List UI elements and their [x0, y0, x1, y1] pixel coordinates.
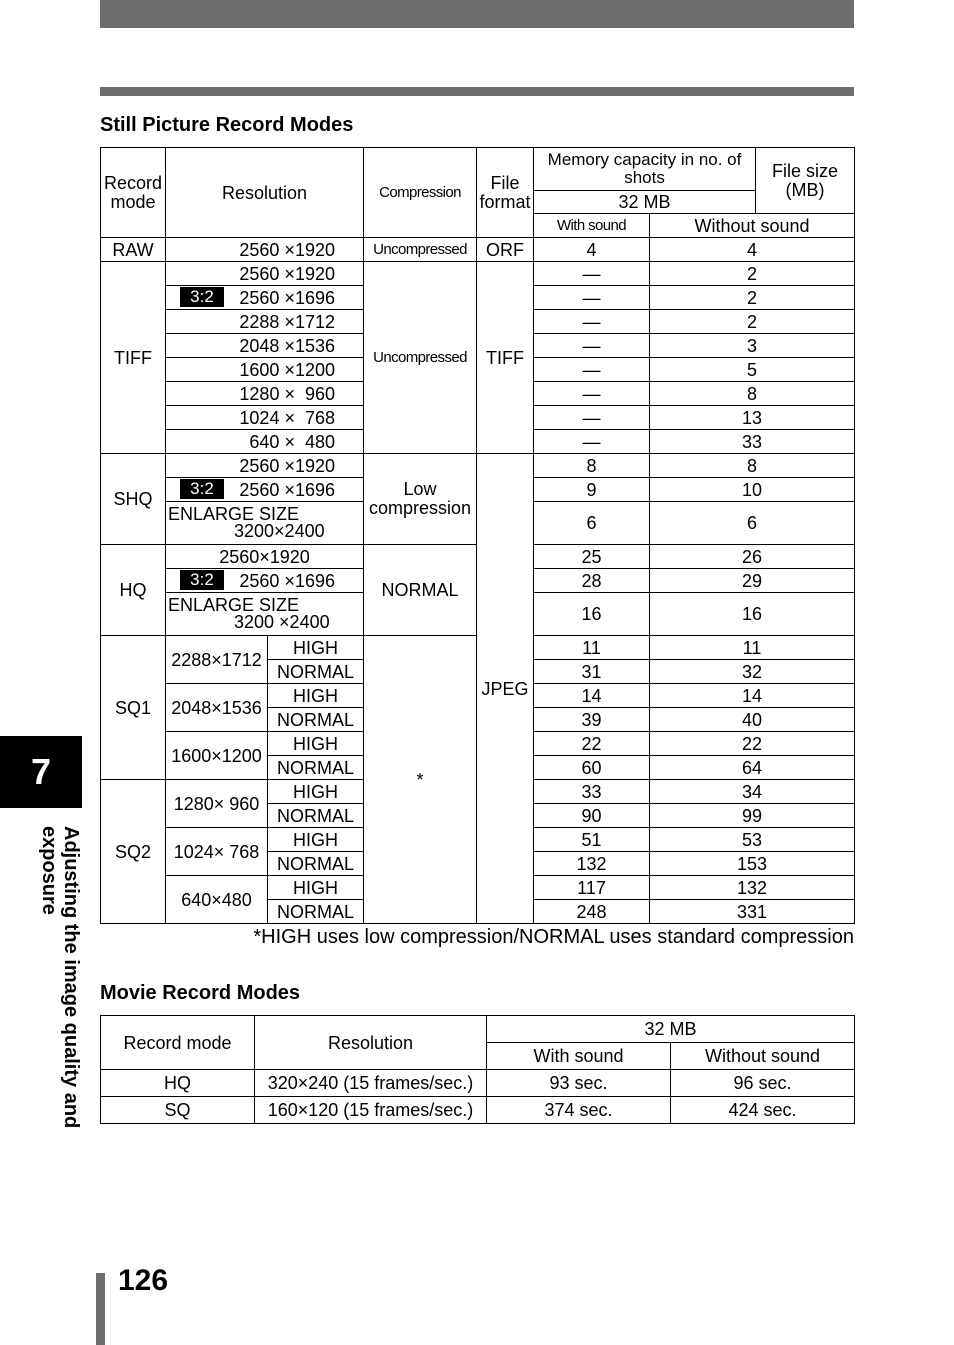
with-sound-cell: —: [534, 430, 650, 454]
aspect-ratio-badge: 3:2: [180, 570, 224, 590]
compression-footnote: *HIGH uses low compression/NORMAL uses standard compression: [253, 926, 854, 948]
enlarge-size-label: ENLARGE SIZE: [168, 504, 300, 524]
without-sound-cell: 22: [650, 732, 855, 756]
without-sound-cell: 132: [650, 876, 855, 900]
with-sound-cell: —: [534, 382, 650, 406]
file-format-cell: TIFF: [477, 262, 534, 454]
resolution-cell: 2560 ×1920: [166, 238, 364, 262]
header-file-format: File format: [477, 148, 534, 238]
header-resolution: Resolution: [255, 1016, 487, 1070]
with-sound-cell: 60: [534, 756, 650, 780]
quality-cell: NORMAL: [268, 660, 364, 684]
with-sound-cell: 4: [534, 238, 650, 262]
top-header-bar: [100, 0, 854, 28]
with-sound-cell: —: [534, 358, 650, 382]
header-compression: Compression: [364, 148, 477, 238]
quality-cell: NORMAL: [268, 900, 364, 924]
chapter-title-vertical: Adjusting the image quality and exposure: [38, 826, 82, 1129]
record-mode-cell: SQ: [101, 1097, 255, 1124]
quality-cell: HIGH: [268, 780, 364, 804]
without-sound-cell: 2: [650, 286, 855, 310]
resolution-cell: 2560 ×1920: [166, 454, 364, 478]
page-number-bar: [96, 1273, 105, 1345]
without-sound-cell: 5: [650, 358, 855, 382]
with-sound-cell: —: [534, 262, 650, 286]
without-sound-cell: 40: [650, 708, 855, 732]
with-sound-cell: 51: [534, 828, 650, 852]
with-sound-cell: 25: [534, 545, 650, 569]
chapter-number-tab: 7: [0, 736, 82, 808]
resolution-cell: 2288 ×1712: [166, 310, 364, 334]
file-format-cell: ORF: [477, 238, 534, 262]
header-record-mode: Record mode: [101, 1016, 255, 1070]
with-sound-cell: 16: [534, 593, 650, 636]
resolution-cell: [166, 286, 364, 310]
without-sound-cell: 32: [650, 660, 855, 684]
resolution-cell: 1024× 768: [166, 828, 268, 876]
without-sound-cell: 33: [650, 430, 855, 454]
resolution-cell: [166, 569, 364, 593]
with-sound-cell: 22: [534, 732, 650, 756]
resolution-cell: 2288×1712: [166, 636, 268, 684]
with-sound-cell: —: [534, 310, 650, 334]
without-sound-cell: 26: [650, 545, 855, 569]
resolution-cell: 640 × 480: [166, 430, 364, 454]
without-sound-cell: 153: [650, 852, 855, 876]
without-sound-cell: 13: [650, 406, 855, 430]
resolution-cell: 160×120 (15 frames/sec.): [255, 1097, 487, 1124]
without-sound-cell: 2: [650, 310, 855, 334]
aspect-ratio-badge: 3:2: [180, 479, 224, 499]
page-number: 126: [118, 1264, 169, 1297]
resolution-cell: 1024 × 768: [166, 406, 364, 430]
with-sound-cell: 117: [534, 876, 650, 900]
with-sound-cell: 28: [534, 569, 650, 593]
without-sound-cell: 29: [650, 569, 855, 593]
quality-cell: HIGH: [268, 684, 364, 708]
record-mode-cell: HQ: [101, 545, 166, 636]
table-row: [101, 454, 855, 478]
without-sound-cell: 10: [650, 478, 855, 502]
resolution-value: 2560 ×1696: [239, 570, 335, 591]
resolution-cell: 640×480: [166, 876, 268, 924]
quality-cell: HIGH: [268, 828, 364, 852]
resolution-cell: 2560×1920: [166, 545, 364, 569]
header-with-sound: With sound: [534, 214, 650, 238]
record-mode-cell: SQ1: [101, 636, 166, 780]
quality-cell: NORMAL: [268, 804, 364, 828]
still-record-modes-table: [100, 147, 855, 924]
file-format-cell: JPEG: [477, 454, 534, 924]
resolution-cell: 2560 ×1920: [166, 262, 364, 286]
without-sound-cell: 8: [650, 454, 855, 478]
header-without-sound: Without sound: [650, 214, 855, 238]
resolution-value: 2560 ×1696: [239, 287, 335, 308]
header-file-size: File size (MB): [756, 148, 855, 214]
with-sound-cell: 39: [534, 708, 650, 732]
resolution-cell: 1600 ×1200: [166, 358, 364, 382]
with-sound-cell: 31: [534, 660, 650, 684]
without-sound-cell: 14: [650, 684, 855, 708]
resolution-cell: 1280 × 960: [166, 382, 364, 406]
compression-cell: Uncompressed: [364, 262, 477, 454]
with-sound-cell: 14: [534, 684, 650, 708]
header-record-mode: Record mode: [101, 148, 166, 238]
movie-section-title: Movie Record Modes: [100, 982, 301, 1004]
resolution-cell: [166, 478, 364, 502]
record-mode-cell: RAW: [101, 238, 166, 262]
quality-cell: NORMAL: [268, 852, 364, 876]
with-sound-cell: 374 sec.: [487, 1097, 671, 1124]
resolution-cell: 2048 ×1536: [166, 334, 364, 358]
without-sound-cell: 3: [650, 334, 855, 358]
without-sound-cell: 16: [650, 593, 855, 636]
without-sound-cell: 64: [650, 756, 855, 780]
compression-cell: Low compression: [364, 454, 477, 545]
with-sound-cell: 93 sec.: [487, 1070, 671, 1097]
aspect-ratio-badge: 3:2: [180, 287, 224, 307]
table-row: [101, 238, 855, 262]
resolution-cell: [166, 593, 364, 636]
with-sound-cell: —: [534, 406, 650, 430]
without-sound-cell: 96 sec.: [671, 1070, 855, 1097]
without-sound-cell: 424 sec.: [671, 1097, 855, 1124]
resolution-value: 3200×2400: [234, 521, 325, 541]
without-sound-cell: 8: [650, 382, 855, 406]
table-row: [101, 1097, 855, 1124]
with-sound-cell: 33: [534, 780, 650, 804]
record-mode-cell: SHQ: [101, 454, 166, 545]
resolution-cell: 320×240 (15 frames/sec.): [255, 1070, 487, 1097]
with-sound-cell: 132: [534, 852, 650, 876]
record-mode-cell: HQ: [101, 1070, 255, 1097]
table-row: [101, 1070, 855, 1097]
record-mode-cell: SQ2: [101, 780, 166, 924]
without-sound-cell: 4: [650, 238, 855, 262]
with-sound-cell: 11: [534, 636, 650, 660]
with-sound-cell: —: [534, 286, 650, 310]
with-sound-cell: 8: [534, 454, 650, 478]
still-section-title: Still Picture Record Modes: [100, 114, 354, 136]
without-sound-cell: 99: [650, 804, 855, 828]
with-sound-cell: —: [534, 334, 650, 358]
without-sound-cell: 6: [650, 502, 855, 545]
resolution-cell: [166, 502, 364, 545]
movie-record-modes-table: [100, 1015, 855, 1124]
with-sound-cell: 6: [534, 502, 650, 545]
with-sound-cell: 90: [534, 804, 650, 828]
quality-cell: NORMAL: [268, 708, 364, 732]
header-resolution: Resolution: [166, 148, 364, 238]
with-sound-cell: 9: [534, 478, 650, 502]
enlarge-size-label: ENLARGE SIZE: [168, 595, 300, 615]
header-32mb: 32 MB: [487, 1016, 855, 1043]
without-sound-cell: 11: [650, 636, 855, 660]
quality-cell: NORMAL: [268, 756, 364, 780]
header-memory-capacity: Memory capacity in no. of shots: [534, 148, 756, 191]
resolution-value: 2560 ×1696: [239, 479, 335, 500]
compression-cell: Uncompressed: [364, 238, 477, 262]
resolution-cell: 2048×1536: [166, 684, 268, 732]
resolution-cell: 1280× 960: [166, 780, 268, 828]
header-with-sound: With sound: [487, 1043, 671, 1070]
resolution-value: 3200 ×2400: [234, 612, 330, 632]
record-mode-cell: TIFF: [101, 262, 166, 454]
compression-cell: NORMAL: [364, 545, 477, 636]
quality-cell: HIGH: [268, 636, 364, 660]
without-sound-cell: 34: [650, 780, 855, 804]
header-32mb: 32 MB: [534, 191, 756, 214]
quality-cell: HIGH: [268, 876, 364, 900]
with-sound-cell: 248: [534, 900, 650, 924]
quality-cell: HIGH: [268, 732, 364, 756]
without-sound-cell: 53: [650, 828, 855, 852]
header-without-sound: Without sound: [671, 1043, 855, 1070]
compression-cell: *: [364, 636, 477, 924]
resolution-cell: 1600×1200: [166, 732, 268, 780]
without-sound-cell: 331: [650, 900, 855, 924]
without-sound-cell: 2: [650, 262, 855, 286]
top-divider-line: [100, 87, 854, 96]
table-row: [101, 262, 855, 286]
